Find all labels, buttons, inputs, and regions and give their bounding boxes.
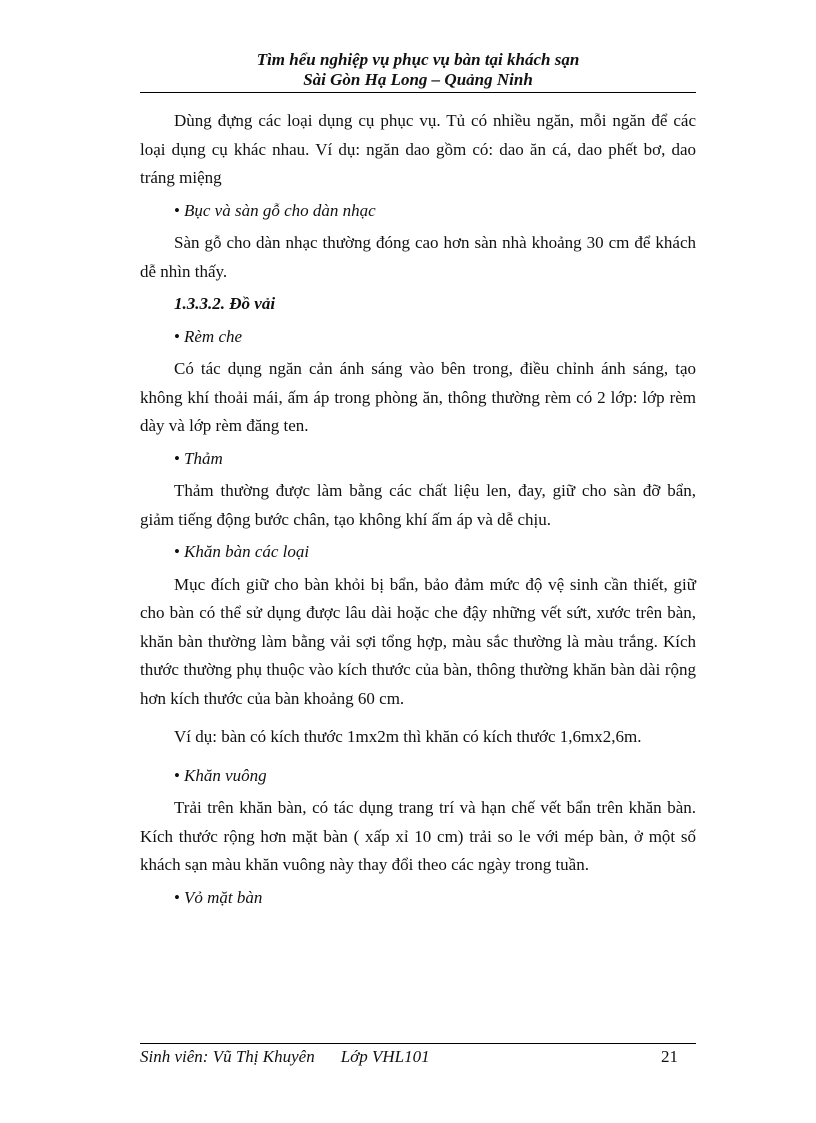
page-footer — [140, 1046, 696, 1068]
paragraph-carpet: Thảm thường được làm bằng các chất liệu len, đay, giữ cho sàn đỡ bẩn, giảm tiếng động bước chân, tạo không khí ấm áp và dễ chịu. — [140, 481, 696, 529]
paragraph-stage-floor: Sàn gỗ cho dàn nhạc thường đóng cao hơn sàn nhà khoảng 30 cm để khách dễ nhìn thấy. — [140, 233, 696, 281]
bullet-icon: • — [174, 200, 180, 220]
page-body — [140, 107, 696, 916]
bullet-square-cloth — [140, 762, 696, 791]
paragraph-cabinet: Dùng đựng các loại dụng cụ phục vụ. Tủ có nhiều ngăn, mỗi ngăn để các loại dụng cụ khác nhau. Ví dụ: ngăn dao gồm có: dao ăn cá, dao phết bơ, dao tráng miệng — [140, 111, 696, 187]
footer-student-name: Sinh viên: Vũ Thị Khuyên — [140, 1047, 315, 1066]
bullet-table-cover — [140, 884, 696, 913]
bullet-icon: • — [174, 765, 180, 785]
footer-class: Lớp VHL101 — [340, 1047, 430, 1066]
bullet-stage-floor — [140, 197, 696, 226]
bullet-tablecloth — [140, 538, 696, 567]
header-title-line-2: Sài Gòn Hạ Long – Quảng Ninh — [303, 70, 533, 89]
page-number: 21 — [661, 1047, 678, 1066]
bullet-icon: • — [174, 887, 180, 907]
footer-divider — [140, 1043, 696, 1044]
bullet-label: Khăn vuông — [184, 765, 267, 785]
paragraph-tablecloth: Mục đích giữ cho bàn khỏi bị bẩn, bảo đảm mức độ vệ sinh cần thiết, giữ cho bàn có thể sử dụng được lâu dài hoặc che đậy những vết sứt, xước trên bàn, khăn bàn thường làm bằng vải sợi tổng hợp, màu sắc thường là màu trắng. Kích thước thường phụ thuộc vào kích thước của bàn, thông thường khăn bàn dài rộng hơn kích thước của bàn khoảng 60 cm. — [140, 574, 696, 708]
bullet-icon: • — [174, 542, 180, 561]
paragraph-curtain: Có tác dụng ngăn cản ánh sáng vào bên trong, điều chỉnh ánh sáng, tạo không khí thoải mái, ấm áp trong phòng ăn, thông thường rèm có 2 lớp: lớp rèm dày và lớp rèm đăng ten. — [140, 359, 696, 435]
bullet-carpet — [140, 445, 696, 474]
bullet-icon: • — [174, 448, 180, 468]
paragraph-square-cloth: Trải trên khăn bàn, có tác dụng trang trí và hạn chế vết bẩn trên khăn bàn. Kích thước rộng hơn mặt bàn ( xấp xỉ 10 cm) trải so le với mép bàn, ở một số khách sạn màu khăn vuông này thay đổi theo các ngày trong tuần. — [140, 798, 696, 874]
paragraph-tablecloth-example: Ví dụ: bàn có kích thước 1mx2m thì khăn có kích thước 1,6mx2,6m. — [174, 727, 642, 746]
bullet-label: Vỏ mặt bàn — [184, 887, 263, 907]
bullet-label: Thảm — [184, 448, 223, 468]
bullet-label: Rèm che — [184, 326, 243, 346]
page-header — [140, 50, 696, 90]
bullet-label: Bục và sàn gỗ cho dàn nhạc — [184, 200, 376, 220]
header-divider — [140, 92, 696, 93]
bullet-icon: • — [174, 326, 180, 346]
header-title-line-1: Tìm hểu nghiệp vụ phục vụ bàn tại khách sạn — [256, 50, 580, 69]
section-heading-linen: 1.3.3.2. Đồ vải — [174, 294, 276, 313]
bullet-label: Khăn bàn các loại — [184, 542, 310, 561]
bullet-curtain — [140, 323, 696, 352]
